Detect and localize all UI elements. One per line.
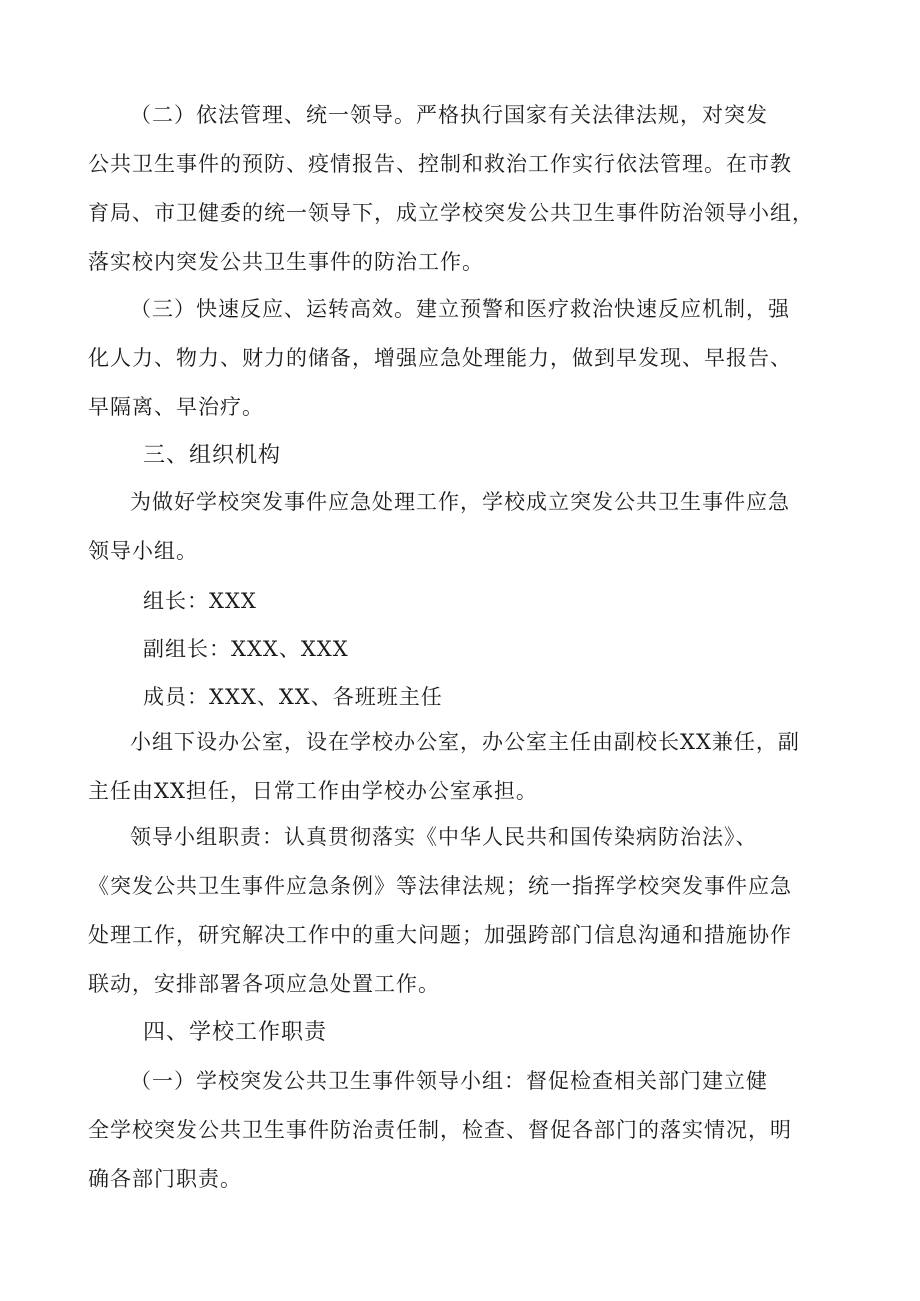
text-line: 早隔离、早治疗。 <box>88 395 264 419</box>
text-line: 化人力、物力、财力的储备，增强应急处理能力，做到早发现、早报告、 <box>88 346 792 370</box>
text-line: 全学校突发公共卫生事件防治责任制，检查、督促各部门的落实情况，明 <box>88 1118 792 1142</box>
text-line: 领导小组。 <box>88 539 198 563</box>
text-line: （三）快速反应、运转高效。建立预警和医疗救治快速反应机制，强 <box>130 297 790 321</box>
members-line: 成员：XXX、XX、各班班主任 <box>143 685 443 709</box>
text-line: 《突发公共卫生事件应急条例》等法律法规；统一指挥学校突发事件应急 <box>88 874 792 898</box>
text-line: 育局、市卫健委的统一领导下，成立学校突发公共卫生事件防治领导小组， <box>88 201 814 225</box>
text-line: 落实校内突发公共卫生事件的防治工作。 <box>88 250 484 274</box>
text-line: 联动，安排部署各项应急处置工作。 <box>88 972 440 996</box>
section-heading-school-duties: 四、学校工作职责 <box>143 1020 328 1045</box>
text-line: 确各部门职责。 <box>88 1167 242 1191</box>
text-line: 主任由XX担任，日常工作由学校办公室承担。 <box>88 779 538 803</box>
text-line: 公共卫生事件的预防、疫情报告、控制和救治工作实行依法管理。在市教 <box>88 152 792 176</box>
text-line: （二）依法管理、统一领导。严格执行国家有关法律法规，对突发 <box>130 103 768 127</box>
text-line: （一）学校突发公共卫生事件领导小组：督促检查相关部门建立健 <box>130 1069 768 1093</box>
section-heading-organization: 三、组织机构 <box>143 443 282 468</box>
text-line: 处理工作，研究解决工作中的重大问题；加强跨部门信息沟通和措施协作 <box>88 923 792 947</box>
deputy-leader-line: 副组长：XXX、XXX <box>143 637 349 661</box>
paragraph-org-intro <box>88 478 836 576</box>
text-line: 小组下设办公室，设在学校办公室，办公室主任由副校长XX兼任，副 <box>130 730 800 754</box>
paragraph-office <box>88 718 836 816</box>
paragraph-lawful-management <box>88 91 836 287</box>
text-line: 领导小组职责：认真贯彻落实《中华人民共和国传染病防治法》、 <box>130 825 758 849</box>
paragraph-leadership-duties <box>88 813 836 1009</box>
text-line: 为做好学校突发事件应急处理工作，学校成立突发公共卫生事件应急 <box>130 490 790 514</box>
leader-line: 组长：XXX <box>143 589 257 613</box>
paragraph-rapid-response <box>88 285 836 432</box>
paragraph-school-leadership-group <box>88 1057 836 1204</box>
